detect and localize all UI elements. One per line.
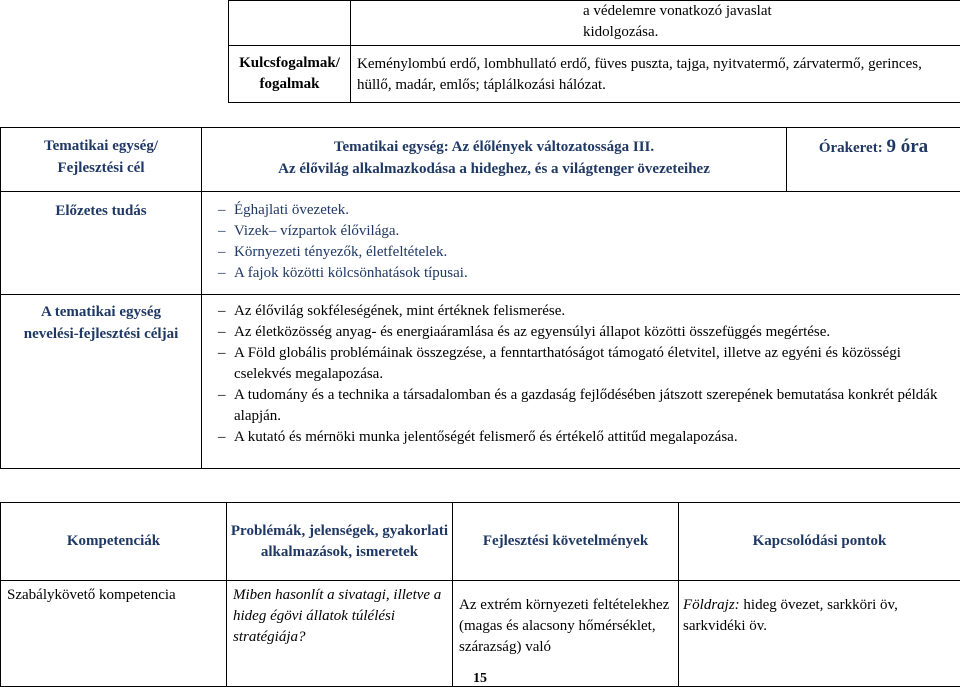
link-subject: Földrajz: [683,597,740,613]
key-concepts-text: Keménylombú erdő, lombhullató erdő, füves puszta, tajga, nyitvatermő, zárvatermő, gerinces, hüllő, madár, emlős; táplálkozási hálózat. [351,46,960,103]
page-number: 15 [0,671,960,687]
proposal-line-1: a védelemre vonatkozó javaslat [355,1,956,22]
list-item: – A kutató és mérnöki munka jelentőségét felismerő és értékelő attitűd megalapozása. [218,427,952,448]
key-concepts-label-line-1: Kulcsfogalmak/ [229,53,350,74]
list-item: – Vizek– vízpartok élővilága. [218,221,952,242]
unit-title-line-1: Tematikai egység: Az élőlények változatossága III. [202,136,786,158]
cell-problem: Miben hasonlít a sivatagi, illetve a hideg égövi állatok túlélési stratégiája? [227,581,453,687]
list-item: – A tudomány és a technika a társadalomban és a gazdaság fejlődésében játszott szerepének bemutatása konkrét példák alapján. [218,385,952,427]
hours-label: Órakeret: [819,140,883,156]
list-item: – A Föld globális problémáinak összegzése, a fenntarthatóságot támogató életvitel, illetve az egyéni és közösségi cselekvés megalapozása. [218,343,952,385]
goals-cell [202,295,960,469]
link-text: hideg övezet, sarkköri öv, sarkvidéki öv. [683,597,898,634]
competence-table [0,502,960,687]
cell-requirement: Az extrém környezeti feltételekhez (magas és alacsony hőmérséklet, szárazság) való [453,581,679,687]
hours-cell [787,128,960,192]
header-requirements: Fejlesztési követelmények [453,503,679,581]
goals-label-line-2: nevelési-fejlesztési céljai [1,323,201,345]
hours-value: 9 óra [886,136,928,157]
proposal-line-2: kidolgozása. [355,22,956,43]
prior-knowledge-list [202,200,960,284]
unit-title-line-2: Az élővilág alkalmazkodása a hideghez, és a világtenger övezeteihez [202,158,786,180]
header-competences: Kompetenciák [1,503,227,581]
empty-cell [229,1,351,46]
unit-title [202,128,787,192]
header-links: Kapcsolódási pontok [679,503,960,581]
goals-list [202,301,960,448]
key-concepts-label [229,46,351,103]
unit-label [1,128,202,192]
unit-label-line-1: Tematikai egység/ [1,135,201,157]
list-item: – Éghajlati övezetek. [218,200,952,221]
unit-label-line-2: Fejlesztési cél [1,157,201,179]
prior-knowledge-label: Előzetes tudás [1,192,202,295]
unit-table [0,127,960,469]
goals-label-line-1: A tematikai egység [1,301,201,323]
list-item: – A fajok közötti kölcsönhatások típusai. [218,263,952,284]
cell-competence: Szabálykövető kompetencia [1,581,227,687]
list-item: – Az életközösség anyag- és energiaáramlása és az egyensúlyi állapot közötti összefüggés megértése. [218,322,952,343]
key-concepts-label-line-2: fogalmak [229,74,350,95]
proposal-cell [351,1,960,46]
goals-label [1,295,202,469]
header-problems: Problémák, jelenségek, gyakorlati alkalmazások, ismeretek [227,503,453,581]
key-concepts-table [228,0,960,103]
prior-knowledge-cell [202,192,960,295]
list-item: – Környezeti tényezők, életfeltételek. [218,242,952,263]
list-item: – Az élővilág sokféleségének, mint értéknek felismerése. [218,301,952,322]
